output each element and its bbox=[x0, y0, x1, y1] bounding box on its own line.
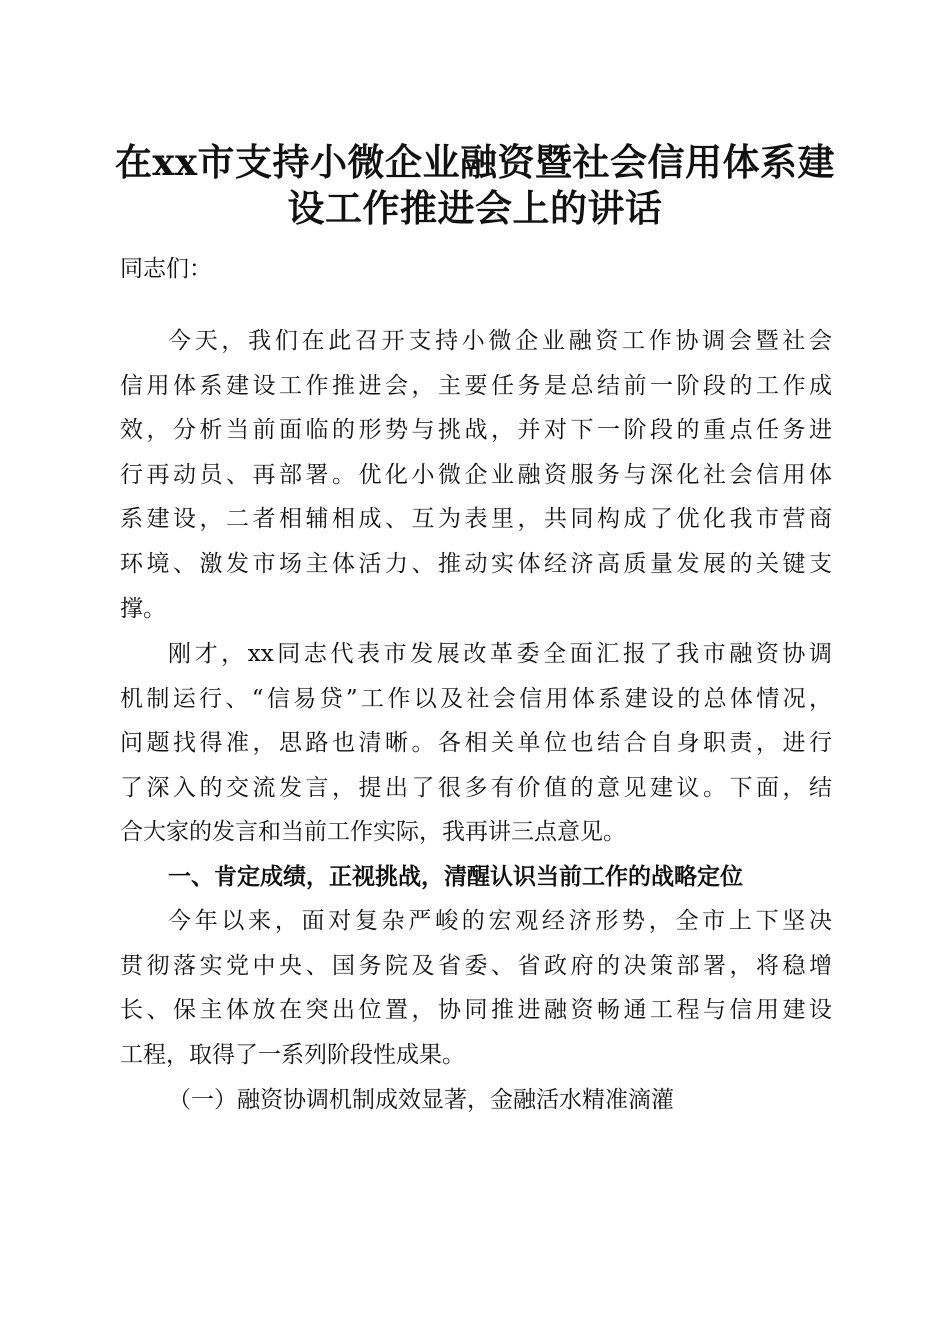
paragraph-1-line-3: 效，分析当前面临的形势与挑战，并对下一阶段的重点任务进 bbox=[120, 417, 832, 444]
subheading-1-text: （一）融资协调机制成效显著，金融活水精准滴灌 bbox=[168, 1087, 674, 1113]
paragraph-2-line-2: 机制运行、“信易贷”工作以及社会信用体系建设的总体情况， bbox=[120, 685, 832, 712]
paragraph-3-line-4: 工程，取得了一系列阶段性成果。 bbox=[120, 1041, 465, 1068]
salutation bbox=[120, 247, 832, 292]
paragraph-3-line-2: 贯彻落实党中央、国务院及省委、省政府的决策部署，将稳增 bbox=[120, 952, 832, 979]
paragraph-1 bbox=[120, 319, 832, 631]
paragraph-1-line-6: 环境、激发市场主体活力、推动实体经济高质量发展的关键支 bbox=[120, 550, 832, 577]
paragraph-1-line-4: 行再动员、再部署。优化小微企业融资服务与深化社会信用体 bbox=[120, 461, 832, 488]
paragraph-2 bbox=[120, 632, 832, 855]
paragraph-2-line-5: 合大家的发言和当前工作实际，我再讲三点意见。 bbox=[120, 819, 626, 846]
paragraph-2-line-3: 问题找得准，思路也清晰。各相关单位也结合自身职责，进行 bbox=[120, 730, 832, 757]
paragraph-3-line-3: 长、保主体放在突出位置，协同推进融资畅通工程与信用建设 bbox=[120, 997, 832, 1024]
paragraph-3 bbox=[120, 899, 832, 1077]
document-title-line-2: 设工作推进会上的讲话 bbox=[287, 186, 663, 230]
heading-1-text: 一、肯定成绩，正视挑战，清醒认识当前工作的战略定位 bbox=[168, 864, 743, 890]
paragraph-2-line-4: 了深入的交流发言，提出了很多有价值的意见建议。下面，结 bbox=[120, 774, 832, 801]
paragraph-3-line-1: 今年以来，面对复杂严峻的宏观经济形势，全市上下坚决 bbox=[168, 908, 832, 934]
subheading-1 bbox=[120, 1078, 832, 1123]
paragraph-1-line-2: 信用体系建设工作推进会，主要任务是总结前一阶段的工作成 bbox=[120, 372, 832, 399]
paragraph-1-line-7: 撑。 bbox=[120, 595, 166, 622]
paragraph-1-line-5: 系建设，二者相辅相成、互为表里，共同构成了优化我市营商 bbox=[120, 506, 832, 533]
paragraph-2-line-1: 刚才，xx同志代表市发展改革委全面汇报了我市融资协调 bbox=[168, 641, 832, 667]
document-title-line-1: 在xx市支持小微企业融资暨社会信用体系建 bbox=[114, 140, 836, 184]
paragraph-1-line-1: 今天，我们在此召开支持小微企业融资工作协调会暨社会 bbox=[168, 328, 832, 354]
heading-1 bbox=[120, 855, 832, 900]
salutation-text: 同志们： bbox=[120, 256, 212, 282]
